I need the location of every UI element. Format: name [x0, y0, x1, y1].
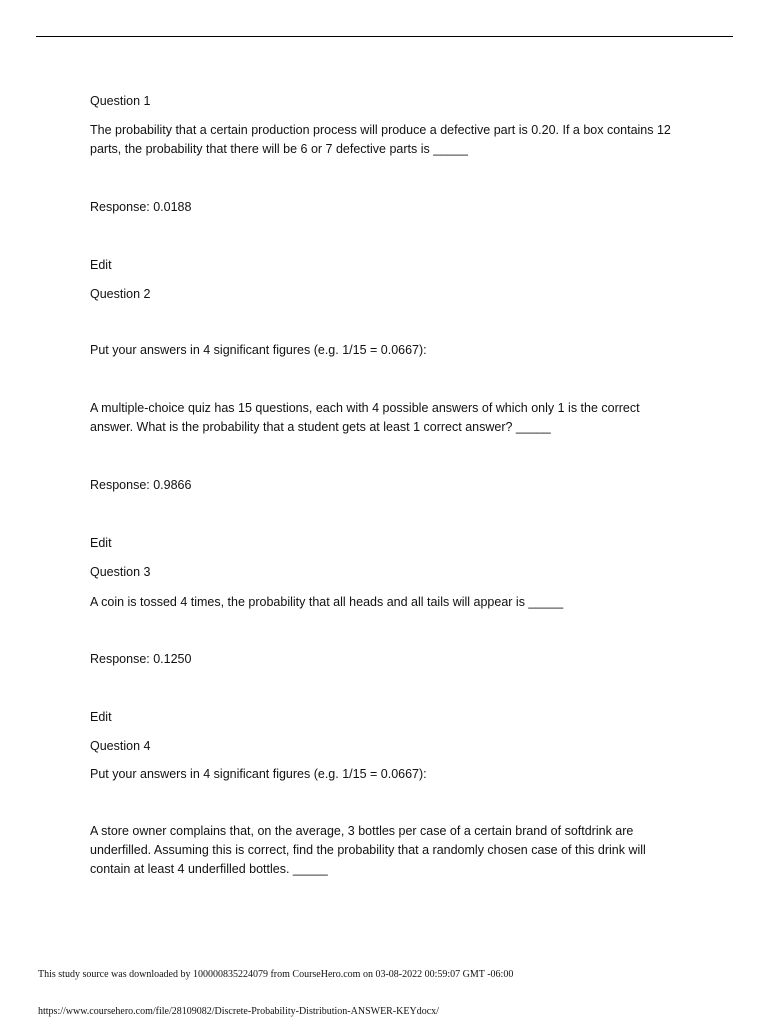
question-3-prompt: A coin is tossed 4 times, the probability that all heads and all tails will appear is _____ — [90, 595, 564, 609]
question-3-label: Question 3 — [90, 565, 151, 579]
question-3-response: Response: 0.1250 — [90, 652, 192, 666]
question-2-prompt: A multiple-choice quiz has 15 questions, each with 4 possible answers of which only 1 is the correct answer. What is the probability that a student gets at least 1 correct answer? _____ — [90, 401, 640, 434]
question-1-response: Response: 0.0188 — [90, 200, 192, 214]
question-2-response: Response: 0.9866 — [90, 478, 192, 492]
question-2-instruction: Put your answers in 4 significant figures (e.g. 1/15 = 0.0667): — [90, 343, 427, 357]
question-1-edit-link[interactable]: Edit — [90, 258, 112, 272]
question-4-instruction: Put your answers in 4 significant figures (e.g. 1/15 = 0.0667): — [90, 767, 427, 781]
question-1-label: Question 1 — [90, 94, 151, 108]
question-2-label: Question 2 — [90, 287, 151, 301]
download-source-note: This study source was downloaded by 100000835224079 from CourseHero.com on 03-08-2022 00:59:07 GMT -06:00 — [38, 969, 514, 980]
source-url[interactable]: https://www.coursehero.com/file/28109082/Discrete-Probability-Distribution-ANSWER-KEYdocx/ — [38, 1006, 439, 1017]
question-4-label: Question 4 — [90, 739, 151, 753]
question-3-edit-link[interactable]: Edit — [90, 710, 112, 724]
question-1-prompt: The probability that a certain production process will produce a defective part is 0.20. If a box contains 12 parts, the probability that there will be 6 or 7 defective parts is _____ — [90, 123, 671, 156]
question-4-prompt: A store owner complains that, on the average, 3 bottles per case of a certain brand of softdrink are underfilled. Assuming this is correct, find the probability that a randomly chosen case of this drink will contain at least 4 underfilled bottles. _____ — [90, 824, 646, 876]
question-2-edit-link[interactable]: Edit — [90, 536, 112, 550]
